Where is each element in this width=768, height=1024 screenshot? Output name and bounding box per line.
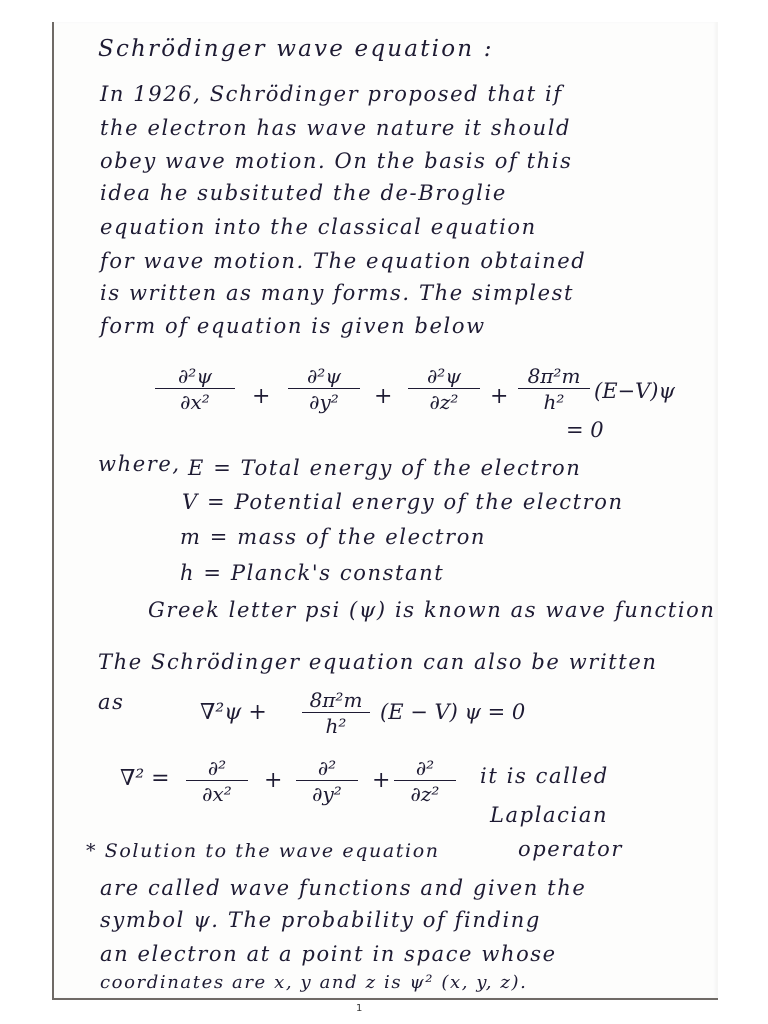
fraction-numerator: ∂² bbox=[296, 756, 358, 781]
fraction-denominator: ∂z² bbox=[429, 390, 459, 414]
solution-line: * Solution to the wave equation bbox=[86, 840, 440, 862]
equation2-fraction bbox=[302, 688, 370, 738]
fraction-numerator: ∂²ψ bbox=[288, 364, 360, 389]
fraction-denominator: ∂x² bbox=[202, 782, 232, 806]
equation2-rest: (E − V) ψ = 0 bbox=[380, 700, 526, 724]
fraction-numerator: ∂²ψ bbox=[408, 364, 480, 389]
laplacian-note: Laplacian bbox=[490, 803, 609, 827]
fraction-denominator: ∂z² bbox=[410, 782, 440, 806]
fraction-denominator: ∂y² bbox=[312, 782, 342, 806]
plus-sign: + bbox=[264, 768, 283, 793]
paragraph-line: for wave motion. The equation obtained bbox=[100, 249, 587, 273]
fraction-denominator: h² bbox=[325, 714, 347, 738]
laplacian-term-z bbox=[394, 756, 456, 806]
fraction-numerator: ∂²ψ bbox=[155, 364, 235, 389]
equation1-equals-zero: = 0 bbox=[566, 418, 604, 442]
laplacian-note: it is called bbox=[480, 764, 609, 788]
fraction-denominator: ∂y² bbox=[309, 390, 339, 414]
laplacian-term-y bbox=[296, 756, 358, 806]
definition-planck: h = Planck's constant bbox=[180, 561, 445, 585]
paragraph-line: idea he subsituted the de-Broglie bbox=[100, 181, 507, 205]
plus-sign: + bbox=[490, 384, 509, 409]
fraction-denominator: h² bbox=[543, 390, 565, 414]
plus-sign: + bbox=[374, 384, 393, 409]
equation1-term-z bbox=[408, 364, 480, 414]
paragraph-line: In 1926, Schrödinger proposed that if bbox=[100, 82, 563, 106]
also-written-line: as bbox=[98, 690, 125, 714]
fraction-numerator: ∂² bbox=[186, 756, 248, 781]
solution-line: are called wave functions and given the bbox=[100, 876, 587, 900]
solution-line: symbol ψ. The probability of finding bbox=[100, 908, 541, 932]
fraction-numerator: 8π²m bbox=[518, 364, 590, 389]
where-label: where, bbox=[98, 452, 181, 476]
plus-sign: + bbox=[252, 384, 271, 409]
paragraph-line: equation into the classical equation bbox=[100, 215, 537, 239]
equation1-term-energy bbox=[518, 364, 590, 414]
paragraph-line: the electron has wave nature it should bbox=[100, 116, 572, 140]
paragraph-line: form of equation is given below bbox=[100, 314, 486, 338]
also-written-line: The Schrödinger equation can also be written bbox=[98, 650, 658, 674]
psi-note: Greek letter psi (ψ) is known as wave function bbox=[148, 598, 716, 622]
fraction-denominator: ∂x² bbox=[180, 390, 210, 414]
page-number: 1 bbox=[356, 1003, 363, 1014]
paragraph-line: obey wave motion. On the basis of this bbox=[100, 149, 573, 173]
solution-line: coordinates are x, y and z is ψ² (x, y, z). bbox=[100, 972, 528, 993]
fraction-numerator: ∂² bbox=[394, 756, 456, 781]
equation2-laplacian-psi: ∇²ψ + bbox=[200, 700, 267, 725]
equation1-energy-factor: (E−V)ψ bbox=[594, 379, 675, 403]
laplacian-note: operator bbox=[518, 837, 623, 861]
equation1-term-x bbox=[155, 364, 235, 414]
page-title: Schrödinger wave equation : bbox=[98, 36, 494, 62]
definition-energy: E = Total energy of the electron bbox=[188, 456, 582, 480]
definition-mass: m = mass of the electron bbox=[180, 525, 487, 549]
definition-potential: V = Potential energy of the electron bbox=[182, 490, 624, 514]
laplacian-lhs: ∇² = bbox=[120, 766, 170, 791]
plus-sign: + bbox=[372, 768, 391, 793]
laplacian-term-x bbox=[186, 756, 248, 806]
paragraph-line: is written as many forms. The simplest bbox=[100, 281, 575, 305]
fraction-numerator: 8π²m bbox=[302, 688, 370, 713]
equation1-term-y bbox=[288, 364, 360, 414]
solution-line: an electron at a point in space whose bbox=[100, 942, 557, 966]
